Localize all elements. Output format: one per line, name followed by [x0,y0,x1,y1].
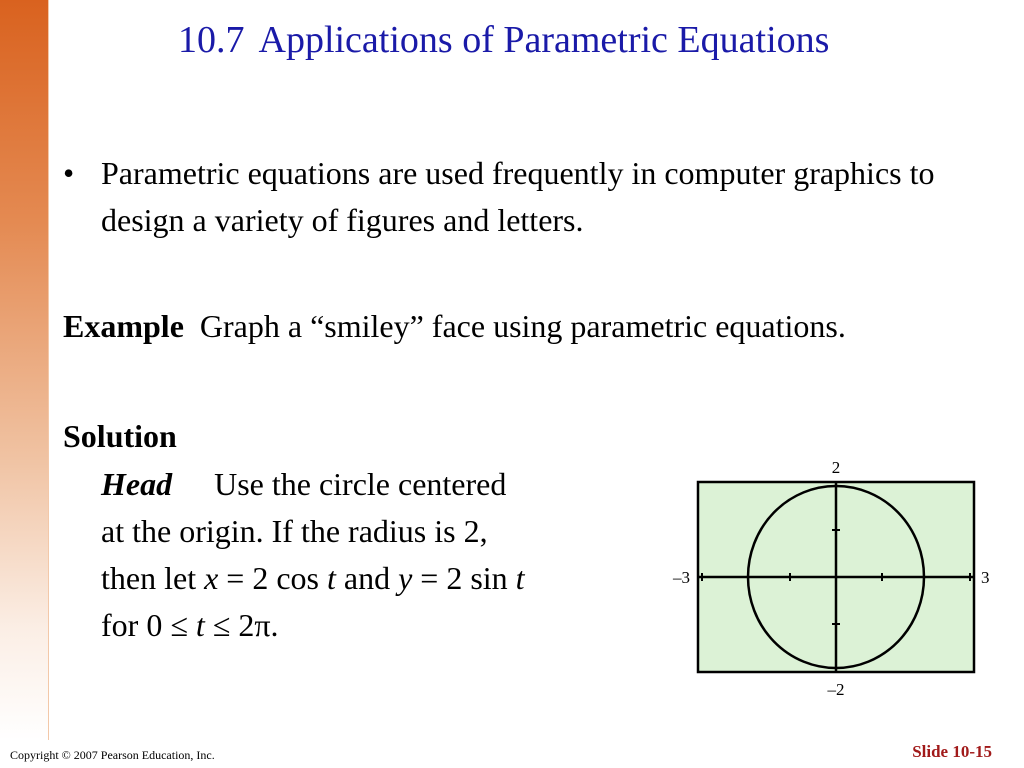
label-top: 2 [831,458,841,477]
title-text: Applications of Parametric Equations [258,19,830,61]
solution-line-1: Head Use the circle centered [101,466,507,502]
solution-line-2: at the origin. If the radius is 2, [101,513,488,549]
bullet-icon: • [63,155,75,191]
solution-line-4: for 0 ≤ t ≤ 2π. [101,607,279,643]
head-label: Head [101,466,173,502]
example-label: Example [63,308,184,344]
sidebar-divider [48,0,49,740]
copyright-text: Copyright © 2007 Pearson Education, Inc. [10,748,215,762]
slide-number: Slide 10-15 [912,742,992,761]
decorative-sidebar [0,0,48,740]
example-block [63,303,903,350]
label-right: 3 [981,568,990,587]
bullet-text: Parametric equations are used frequently in computer graphics to design a variety of figures and letters. [101,155,935,238]
label-bottom: –2 [827,680,845,699]
solution-label: Solution [63,418,177,454]
example-text: Graph a “smiley” face using parametric equations. [199,308,846,344]
solution-line-3: then let x = 2 cos t and y = 2 sin t [101,560,525,596]
solution-body [101,461,641,649]
slide-title [178,18,829,62]
label-left: –3 [673,568,690,587]
section-number: 10.7 [178,19,245,61]
circle-graph [660,452,1000,702]
